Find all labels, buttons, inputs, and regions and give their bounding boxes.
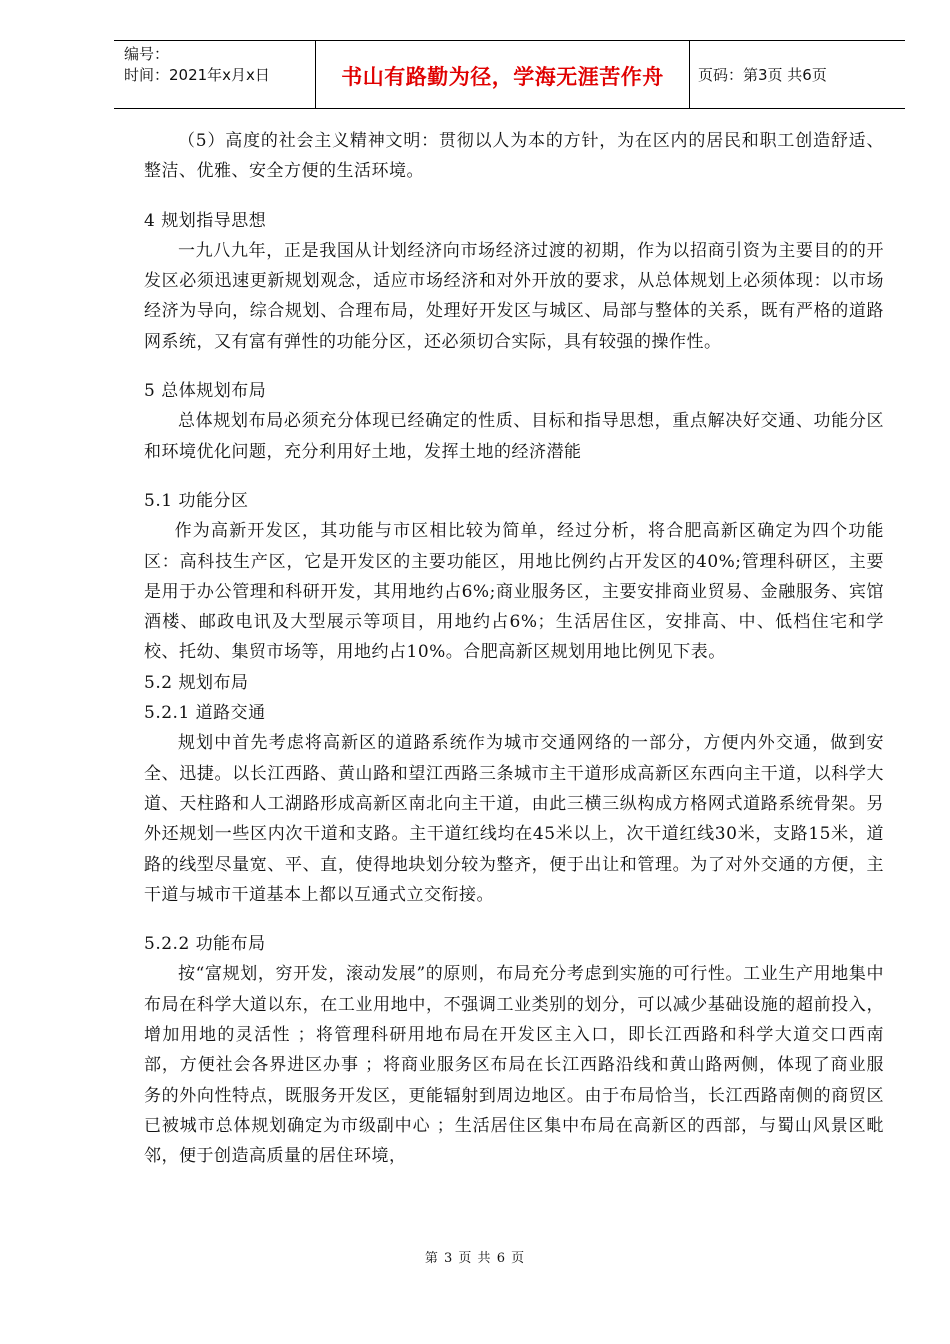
section-heading-5-2-2: 5.2.2 功能布局 [144,934,266,955]
paragraph-function-layout: 按“富规划，穷开发，滚动发展”的原则，布局充分考虑到实施的可行性。工业生产用地集中布局在科学大道以东，在工业用地中，不强调工业类别的划分，可以减少基础设施的超前投入，增加用地的灵活性 ；将管理科研用地布局在开发区主入口，即长江西路和科学大道交口西南部，方便社会各界进区办事 ；将商业服务区布局在长江西路沿线和黄山路两侧，体现了商业服务的外向性特点，既服务开发区，更能辐射到周边地区。由于布局恰当，长江西路南侧的商贸区已被城市总体规划确定为市级副中心 ；生活居住区集中布局在高新区的西部，与蜀山风景区毗邻，便于创造高质量的居住环境， [144,964,884,1167]
paragraph-layout-intro: 总体规划布局必须充分体现已经确定的性质、目标和指导思想，重点解决好交通、功能分区和环境优化问题，充分利用好土地，发挥土地的经济潜能 [144,411,884,462]
paragraph-guiding-thought: 一九八九年，正是我国从计划经济向市场经济过渡的初期，作为以招商引资为主要目的的开发区必须迅速更新规划观念，适应市场经济和对外开放的要求，从总体规划上必须体现：以市场经济为导向，综合规划、合理布局，处理好开发区与城区、局部与整体的关系，既有严格的道路网系统，又有富有弹性的功能分区，还必须切合实际，具有较强的操作性。 [144,240,884,352]
paragraph-function-zones: 作为高新开发区，其功能与市区相比较为简单，经过分析，将合肥高新区确定为四个功能区：高科技生产区，它是开发区的主要功能区，用地比例约占开发区的40%;管理科研区，主要是用于办公管理和科研开发，其用地约占6%;商业服务区，主要安排商业贸易、金融服务、宾馆酒楼、邮政电讯及大型展示等项目，用地约占6%；生活居住区，安排高、中、低档住宅和学校、托幼、集贸市场等，用地约占10%。合肥高新区规划用地比例见下表。 [144,521,884,663]
paragraph-item-5: （5）高度的社会主义精神文明：贯彻以人为本的方针，为在区内的居民和职工创造舒适、整洁、优雅、安全方便的生活环境。 [144,131,884,182]
section-heading-4: 4 规划指导思想 [144,210,267,231]
header-meta [114,41,315,108]
number-label: 编号： [124,45,170,63]
section-heading-5-1: 5.1 功能分区 [144,490,249,511]
page-info: 页码：第3页 共6页 [698,66,827,84]
section-heading-5: 5 总体规划布局 [144,381,267,402]
document-body [144,126,884,1172]
paragraph-road-traffic: 规划中首先考虑将高新区的道路系统作为城市交通网络的一部分，方便内外交通，做到安全、迅捷。以长江西路、黄山路和望江西路三条城市主干道形成高新区东西向主干道，以科学大道、天柱路和人工湖路形成高新区南北向主干道，由此三横三纵构成方格网式道路系统骨架。另外还规划一些区内次干道和支路。主干道红线均在45米以上，次干道红线30米，支路15米，道路的线型尽量宽、平、直，使得地块划分较为整齐，便于出让和管理。为了对外交通的方便，主干道与城市干道基本上都以互通式立交衔接。 [144,733,884,905]
section-heading-5-2: 5.2 规划布局 [144,672,249,693]
section-heading-5-2-1: 5.2.1 道路交通 [144,703,266,724]
header-page-cell [690,41,905,108]
header-motto-cell [315,41,690,108]
motto: 书山有路勤为径，学海无涯苦作舟 [341,65,664,89]
page-header [114,40,905,109]
page-footer: 第 3 页 共 6 页 [424,1251,526,1266]
time-label: 时间：2021年x月x日 [124,66,270,84]
